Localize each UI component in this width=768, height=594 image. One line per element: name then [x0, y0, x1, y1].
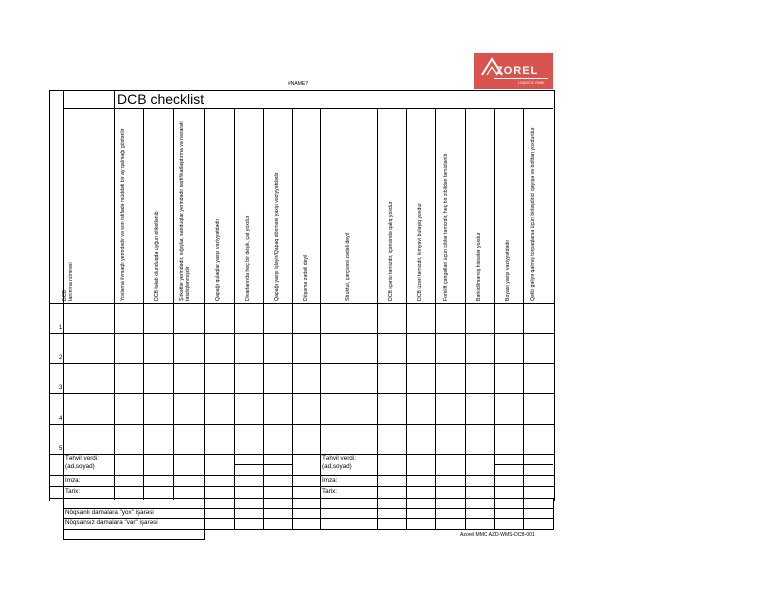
col-sep — [435, 108, 436, 500]
col-sep — [114, 90, 115, 500]
footer-sep — [63, 498, 64, 539]
received-by-label-left: Təhvil verdi: (ad,soyad) — [65, 455, 99, 470]
signature-label-right: İmza: — [322, 477, 338, 484]
company-logo — [474, 53, 553, 89]
date-label-left: Tarix: — [65, 488, 81, 495]
footer-sep — [406, 498, 407, 529]
footer-line — [49, 486, 554, 487]
footer-sep — [234, 498, 235, 529]
footer-line — [204, 508, 554, 509]
footer-line — [63, 539, 205, 540]
col-sep — [320, 108, 321, 500]
col-sep — [406, 108, 407, 500]
signature-label-left: İmza: — [65, 477, 81, 484]
col-sep — [494, 108, 495, 500]
col-sep — [173, 108, 174, 500]
footer-sep — [377, 498, 378, 529]
footer-line — [234, 464, 292, 465]
footer-sep — [435, 498, 436, 529]
column-header: Döşəmə zədəli deyil — [303, 254, 309, 301]
logo-tagline: LOGISTIC PARK — [518, 81, 545, 85]
footer-sep — [263, 498, 264, 529]
row-number: 5 — [59, 446, 63, 452]
received-by-label-right: Təhvil verdi: (ad,soyad) — [322, 455, 356, 470]
row-number: 1 — [59, 325, 63, 331]
table-row — [49, 393, 554, 394]
column-header: DCB üzəri təmizdir, kimyəvi buləşiq yoxdur — [417, 202, 423, 301]
footer-sep — [320, 498, 321, 529]
date-label-right: Tarix: — [322, 488, 338, 495]
row-number: 2 — [59, 355, 63, 361]
table-row — [49, 363, 554, 364]
footer-sep — [465, 498, 466, 529]
footer-line — [204, 518, 554, 519]
formula-error-cell: #NAME? — [288, 81, 309, 87]
column-header: Şirkətlər yerindədir, sığışlar, sanduqlar yerindədir sertifikatlaşdırma və nəzarəti təsdiqlənmişdir — [179, 121, 191, 301]
footer-line — [494, 464, 553, 465]
document-code: Azorel MMC AZD-WMS-DCB-001 — [460, 532, 535, 538]
col-sep — [143, 108, 144, 500]
footer-sep — [553, 498, 554, 529]
column-header: Forklift çəngəlləri üçün ciblər təmizdir, heç bir zibildən təmizlənib — [443, 153, 449, 301]
column-header: Struktur, çərçivəsi zədəli deyil — [345, 232, 351, 301]
col-sep — [523, 108, 524, 500]
table-row — [49, 333, 554, 334]
page-title: DCB checklist — [117, 91, 205, 107]
column-header: Divarlarında heç bir deşik, çat yoxdur — [245, 215, 251, 301]
defect-note: Nöqsanlı damalara "yox" işarəsi — [65, 509, 154, 516]
footer-sep — [292, 498, 293, 529]
col-sep — [234, 108, 235, 500]
column-header: Bərkidilməmiş hissələr yoxdur — [476, 232, 482, 301]
column-header: DCB təlab olunduqda uyğun etiketlənib — [154, 211, 160, 301]
table-row — [49, 424, 554, 425]
logo-wordmark: ZOREL — [496, 65, 539, 77]
row-number: 4 — [59, 416, 63, 422]
ok-note: Nöqsansız damalara "var" işarəsi — [65, 519, 158, 526]
footer-line — [49, 498, 554, 499]
title-row-bottom — [64, 108, 553, 109]
footer-line — [63, 529, 205, 530]
column-header: DCB içərisi təmizdir, içərisində qalıq yoxdur — [388, 201, 394, 301]
col-sep — [465, 108, 466, 500]
column-header: Qapağı qulaqlar yaxşı vəziyyətdədir — [215, 218, 221, 301]
col-sep — [292, 108, 293, 500]
column-header: Boyası yaxşı vəziyyətdədir — [505, 239, 511, 301]
logo-underline — [494, 78, 548, 79]
column-header: DCB tanınma nömrəsi — [62, 262, 74, 301]
header-row-bottom — [49, 303, 554, 304]
column-header: Qapağı yaxşı işləyir/Qapaq dönməsi yaxşı vəziyyətdədir — [274, 172, 280, 301]
column-header: Yoxlama ilvmaqlı yerindədir və son istifadə müddəti bir ay qalmağı göstərilir — [120, 128, 126, 301]
column-header: Qəlib gəliyə qalmış torpaqlama üçün birləşdirici qayışa və boltları yoxdurdur — [530, 127, 536, 301]
footer-line — [49, 475, 554, 476]
table-row — [49, 454, 554, 455]
footer-sep — [523, 498, 524, 529]
footer-line — [204, 529, 554, 530]
footer-sep — [494, 498, 495, 529]
col-sep — [377, 108, 378, 500]
row-number: 3 — [59, 385, 63, 391]
col-sep — [263, 108, 264, 500]
